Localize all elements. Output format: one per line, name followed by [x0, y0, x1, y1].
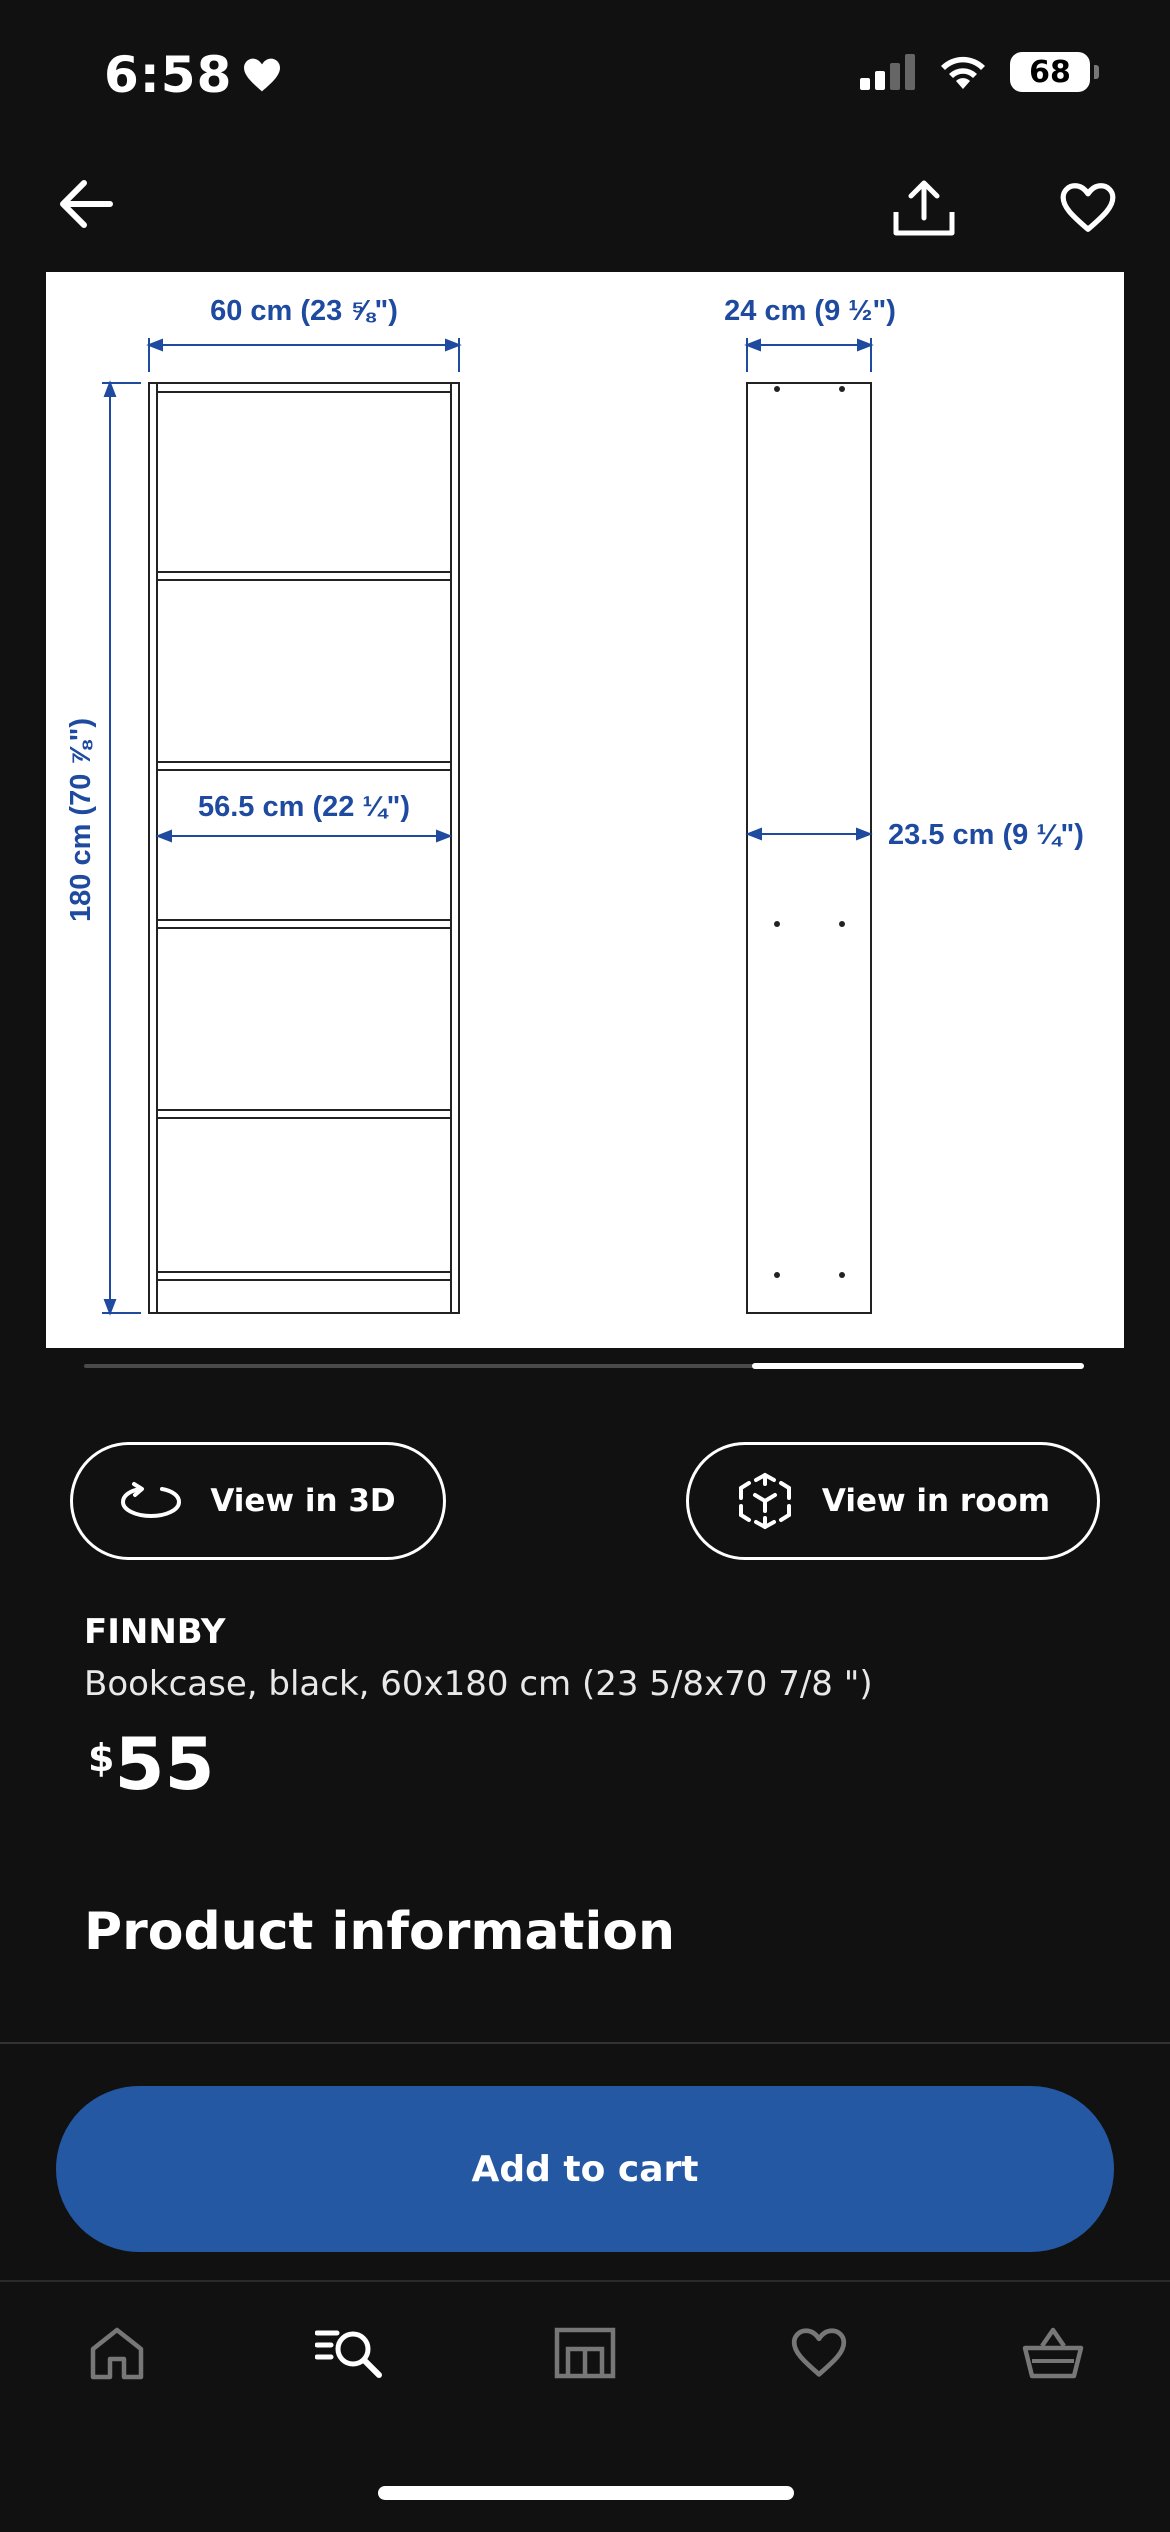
depth-label: 24 cm (9 ½") — [724, 295, 896, 327]
bookcase-side-outline — [747, 383, 871, 1313]
tab-search[interactable] — [306, 2318, 396, 2388]
arrow-left-icon — [58, 179, 114, 229]
tab-bar-divider — [0, 2280, 1170, 2282]
view-in-room-button[interactable] — [686, 1442, 1100, 1560]
product-price — [88, 1722, 215, 1806]
wifi-icon — [938, 53, 988, 91]
ar-cube-icon — [736, 1471, 794, 1531]
heart-icon — [790, 2327, 848, 2379]
tab-store[interactable] — [540, 2318, 630, 2388]
time-label: 6:58 — [104, 46, 233, 104]
product-name: FINNBY — [84, 1612, 226, 1652]
tab-home[interactable] — [72, 2318, 162, 2388]
tab-favorites[interactable] — [774, 2318, 864, 2388]
search-list-icon — [315, 2325, 387, 2381]
divider — [0, 2042, 1170, 2044]
price-currency: $ — [88, 1736, 115, 1780]
width-label: 60 cm (23 ⅝") — [210, 295, 398, 327]
basket-icon — [1022, 2326, 1084, 2380]
view-in-3d-button[interactable] — [70, 1442, 446, 1560]
carousel-indicator[interactable] — [752, 1363, 1084, 1369]
heart-filled-icon — [242, 57, 282, 93]
rotate-3d-icon — [120, 1481, 182, 1521]
status-time — [104, 46, 282, 104]
signal-icon — [860, 54, 916, 90]
view-in-3d-label: View in 3D — [210, 1483, 396, 1519]
bookcase-front-outline — [149, 383, 459, 1313]
status-indicators — [860, 52, 1090, 92]
home-icon — [88, 2325, 146, 2381]
share-button[interactable] — [888, 172, 960, 244]
favorite-button[interactable] — [1052, 172, 1124, 244]
share-icon — [891, 178, 957, 238]
product-dimension-image[interactable] — [46, 272, 1124, 1348]
price-amount: 55 — [114, 1722, 215, 1806]
home-indicator[interactable] — [378, 2486, 794, 2500]
add-to-cart-button[interactable] — [56, 2086, 1114, 2252]
view-in-room-label: View in room — [821, 1483, 1051, 1519]
back-button[interactable] — [54, 172, 118, 236]
heart-outline-icon — [1059, 182, 1117, 234]
product-information-heading[interactable]: Product information — [84, 1902, 676, 1962]
battery-icon — [1010, 52, 1090, 92]
dimension-diagram — [46, 272, 1124, 1348]
product-description: Bookcase, black, 60x180 cm (23 5/8x70 7/8 ") — [84, 1664, 873, 1704]
battery-level: 68 — [1029, 54, 1071, 90]
inner-depth-label: 23.5 cm (9 ¼") — [888, 819, 1084, 851]
inner-width-label: 56.5 cm (22 ¼") — [197, 791, 411, 823]
add-to-cart-label: Add to cart — [471, 2148, 699, 2190]
store-icon — [554, 2327, 616, 2379]
tab-basket[interactable] — [1008, 2318, 1098, 2388]
height-label: 180 cm (70 ⅞") — [65, 718, 97, 922]
